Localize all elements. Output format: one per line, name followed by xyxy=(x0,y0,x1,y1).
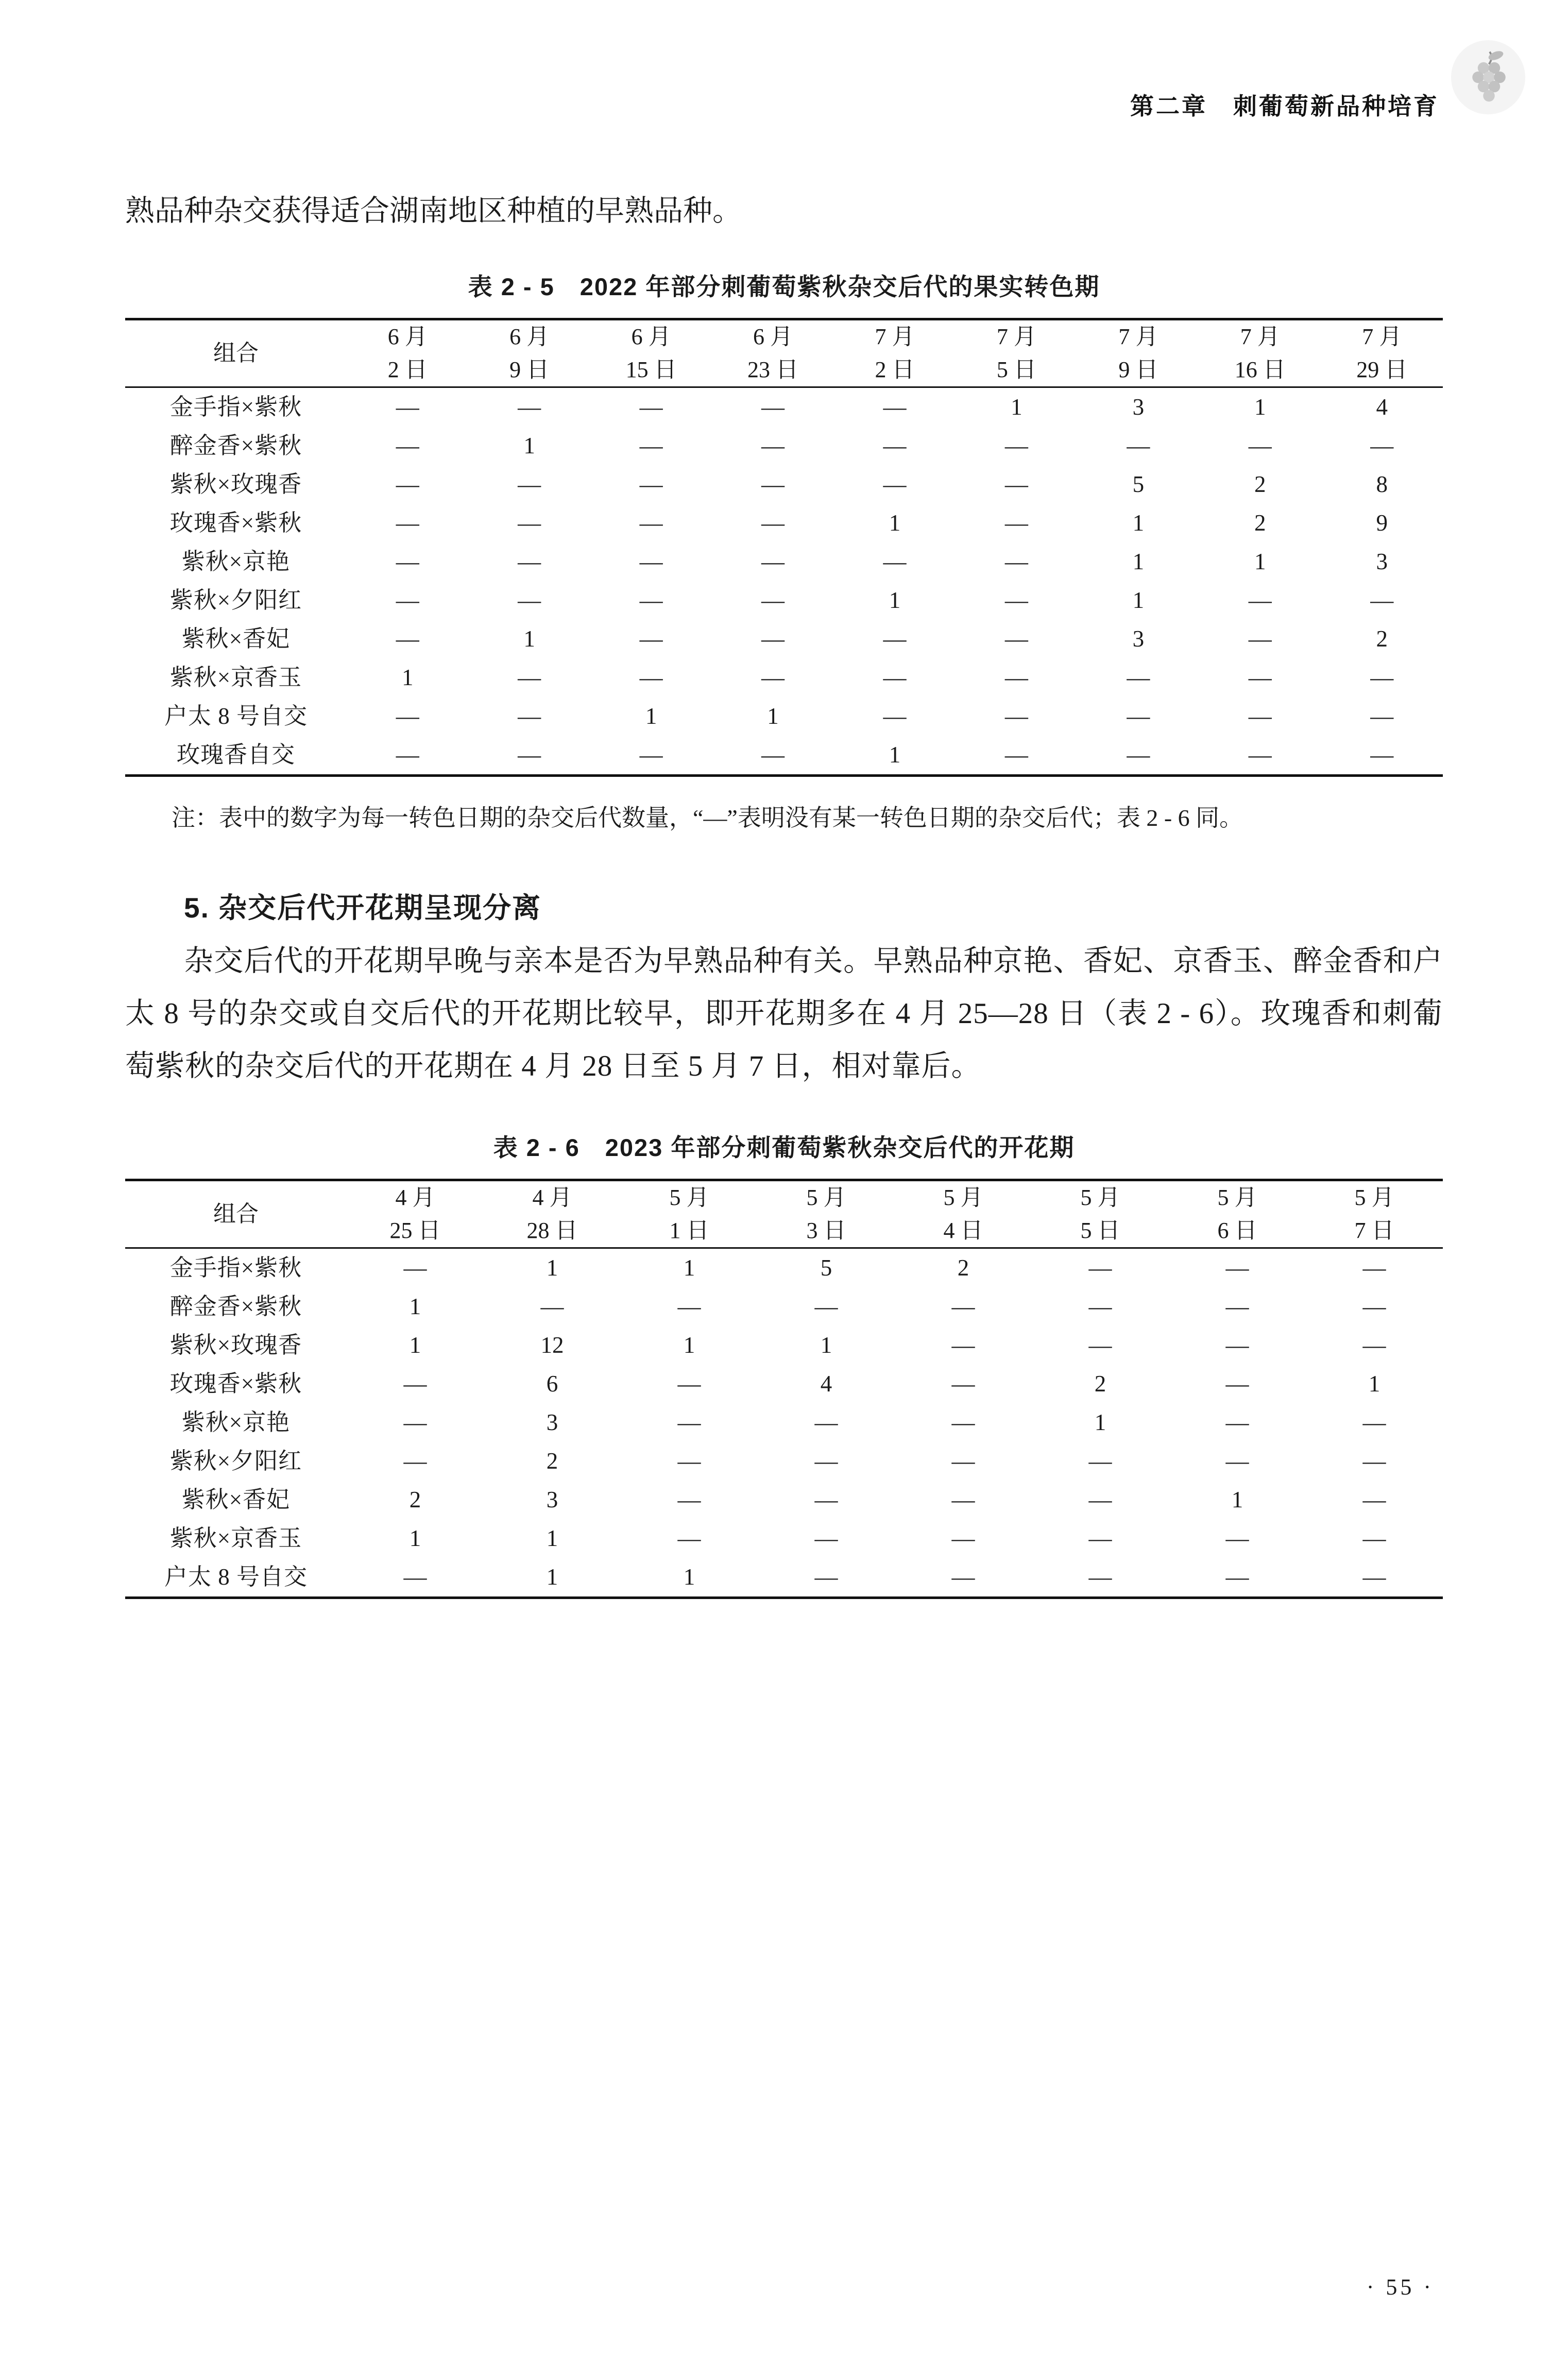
cell: — xyxy=(396,703,419,729)
table-25-note-text: 注：表中的数字为每一转色日期的杂交后代数量，“—”表明没有某一转色日期的杂交后代；表 2 - 6 同。 xyxy=(172,805,1243,831)
cell: 1 xyxy=(767,703,779,729)
cell: — xyxy=(1225,1409,1249,1435)
lead-paragraph: 熟品种杂交获得适合湖南地区种植的早熟品种。 xyxy=(125,195,742,227)
table-row xyxy=(125,1481,1443,1519)
cell: 1 xyxy=(546,1564,558,1590)
table-25-col-4: 7 月 2 日 xyxy=(875,324,915,382)
cell: 1 xyxy=(409,1294,421,1319)
cell: 3 xyxy=(1132,626,1145,652)
cell: — xyxy=(540,1294,564,1319)
cell: — xyxy=(761,665,785,690)
cell: 3 xyxy=(1376,549,1388,574)
table-26-col-1: 4 月 28 日 xyxy=(526,1185,578,1243)
cell: — xyxy=(1127,742,1150,768)
cell: 1 xyxy=(889,742,901,768)
cell: — xyxy=(1362,1564,1386,1590)
cell: — xyxy=(639,626,663,652)
cell: 1 xyxy=(1254,394,1266,420)
cell: — xyxy=(761,510,785,536)
page-content xyxy=(125,191,1443,1599)
table-row xyxy=(125,658,1443,697)
cell: — xyxy=(1362,1487,1386,1513)
cell: — xyxy=(396,587,419,613)
cell: 4 xyxy=(1376,394,1388,420)
cell: — xyxy=(883,665,907,690)
table-26-header-row xyxy=(125,1180,1443,1248)
cell: 9 xyxy=(1376,510,1388,536)
table-26-row-5-name: 紫秋×夕阳红 xyxy=(169,1448,302,1474)
table-26-col-5: 5 月 5 日 xyxy=(1080,1185,1120,1243)
cell: — xyxy=(761,587,785,613)
cell: — xyxy=(518,587,541,613)
cell: — xyxy=(403,1448,427,1474)
table-25-col-0: 6 月 2 日 xyxy=(387,324,428,382)
cell: 1 xyxy=(401,665,414,690)
cell: — xyxy=(1225,1525,1249,1551)
cell: — xyxy=(403,1371,427,1397)
table-26-col-6: 5 月 6 日 xyxy=(1217,1185,1257,1243)
cell: 1 xyxy=(546,1255,558,1281)
cell: 3 xyxy=(546,1487,558,1513)
cell: — xyxy=(1088,1255,1112,1281)
cell: 3 xyxy=(1132,394,1145,420)
table-row xyxy=(125,581,1443,620)
cell: — xyxy=(1370,742,1394,768)
table-25-col-2: 6 月 15 日 xyxy=(625,324,677,382)
cell: — xyxy=(1248,433,1272,458)
cell: — xyxy=(761,742,785,768)
table-row xyxy=(125,387,1443,427)
cell: 1 xyxy=(1132,549,1145,574)
cell: — xyxy=(1004,626,1028,652)
cell: — xyxy=(1248,665,1272,690)
cell: — xyxy=(518,665,541,690)
cell: 1 xyxy=(683,1332,695,1358)
cell: — xyxy=(518,471,541,497)
cell: — xyxy=(518,742,541,768)
cell: — xyxy=(518,703,541,729)
cell: — xyxy=(1225,1448,1249,1474)
table-25 xyxy=(125,318,1443,777)
table-25-col-7: 7 月 16 日 xyxy=(1234,324,1286,382)
cell: 1 xyxy=(1094,1409,1106,1435)
table-26 xyxy=(125,1179,1443,1599)
chapter-title: 第二章 刺葡萄新品种培育 xyxy=(1130,93,1439,120)
cell: 1 xyxy=(889,510,901,536)
table-26-row-3-name: 玫瑰香×紫秋 xyxy=(169,1371,302,1397)
table-26-col-2: 5 月 1 日 xyxy=(669,1185,709,1243)
cell: — xyxy=(639,549,663,574)
cell: — xyxy=(1248,742,1272,768)
cell: — xyxy=(1004,587,1028,613)
cell: 1 xyxy=(1254,549,1266,574)
table-row xyxy=(125,620,1443,658)
cell: — xyxy=(1370,587,1394,613)
cell: — xyxy=(883,703,907,729)
table-25-row-4-name: 紫秋×京艳 xyxy=(181,549,291,574)
cell: — xyxy=(951,1564,975,1590)
cell: — xyxy=(761,394,785,420)
cell: — xyxy=(761,549,785,574)
cell: 1 xyxy=(523,433,535,458)
cell: — xyxy=(1004,742,1028,768)
table-25-col-3: 6 月 23 日 xyxy=(747,324,799,382)
table-25-col-5: 7 月 5 日 xyxy=(996,324,1036,382)
table-25-note xyxy=(125,797,1443,839)
table-25-row-0-name: 金手指×紫秋 xyxy=(169,394,302,420)
cell: 1 xyxy=(1132,510,1145,536)
table-26-caption: 表 2 - 6 2023 年部分刺葡萄紫秋杂交后代的开花期 xyxy=(493,1134,1075,1161)
cell: — xyxy=(396,510,419,536)
cell: — xyxy=(1127,703,1150,729)
cell: 4 xyxy=(820,1371,832,1397)
cell: 1 xyxy=(1011,394,1022,420)
cell: — xyxy=(677,1371,701,1397)
cell: — xyxy=(1004,703,1028,729)
table-26-row-8-name: 户太 8 号自交 xyxy=(164,1564,308,1590)
cell: — xyxy=(1004,549,1028,574)
cell: — xyxy=(396,626,419,652)
cell: 1 xyxy=(683,1564,695,1590)
cell: — xyxy=(1248,626,1272,652)
cell: — xyxy=(883,549,907,574)
cell: 2 xyxy=(409,1487,421,1513)
cell: — xyxy=(403,1409,427,1435)
cell: — xyxy=(814,1487,838,1513)
cell: — xyxy=(396,742,419,768)
table-25-row-6-name: 紫秋×香妃 xyxy=(181,626,291,652)
cell: — xyxy=(1004,510,1028,536)
cell: — xyxy=(518,549,541,574)
cell: — xyxy=(883,394,907,420)
cell: 1 xyxy=(409,1332,421,1358)
cell: — xyxy=(883,471,907,497)
cell: 8 xyxy=(1376,471,1388,497)
table-row xyxy=(125,1365,1443,1403)
cell: — xyxy=(403,1255,427,1281)
cell: — xyxy=(396,433,419,458)
cell: — xyxy=(1248,587,1272,613)
cell: 1 xyxy=(546,1525,558,1551)
cell: 2 xyxy=(957,1255,969,1281)
cell: 1 xyxy=(1231,1487,1243,1513)
cell: 3 xyxy=(546,1409,558,1435)
cell: 1 xyxy=(683,1255,695,1281)
cell: — xyxy=(639,394,663,420)
cell: 5 xyxy=(1132,471,1145,497)
table-26-row-2-name: 紫秋×玫瑰香 xyxy=(169,1332,302,1358)
cell: 1 xyxy=(409,1525,421,1551)
cell: — xyxy=(1370,703,1394,729)
table-row xyxy=(125,697,1443,736)
table-26-row-1-name: 醉金香×紫秋 xyxy=(169,1294,302,1319)
table-25-row-header-label: 组合 xyxy=(213,341,259,366)
table-25-row-7-name: 紫秋×京香玉 xyxy=(169,665,302,690)
table-26-col-7: 5 月 7 日 xyxy=(1354,1185,1394,1243)
cell: 12 xyxy=(540,1332,564,1358)
table-25-header-row xyxy=(125,319,1443,387)
table-25-row-3-name: 玫瑰香×紫秋 xyxy=(169,510,302,536)
page-header xyxy=(1130,88,1439,122)
cell: — xyxy=(883,433,907,458)
cell: — xyxy=(639,587,663,613)
cell: — xyxy=(1088,1487,1112,1513)
table-25-row-8-name: 户太 8 号自交 xyxy=(164,703,308,729)
cell: — xyxy=(677,1409,701,1435)
grape-cluster-icon xyxy=(1450,39,1527,116)
cell: — xyxy=(639,471,663,497)
table-row xyxy=(125,427,1443,465)
cell: — xyxy=(951,1448,975,1474)
table-row xyxy=(125,1248,1443,1288)
table-row xyxy=(125,542,1443,581)
cell: — xyxy=(403,1564,427,1590)
table-row xyxy=(125,465,1443,504)
table-25-row-9-name: 玫瑰香自交 xyxy=(176,742,295,768)
cell: — xyxy=(1004,433,1028,458)
cell: — xyxy=(639,510,663,536)
cell: — xyxy=(1362,1255,1386,1281)
cell: — xyxy=(396,549,419,574)
cell: — xyxy=(1362,1409,1386,1435)
cell: 1 xyxy=(1132,587,1145,613)
table-25-row-1-name: 醉金香×紫秋 xyxy=(169,433,302,458)
cell: 1 xyxy=(523,626,535,652)
cell: — xyxy=(761,433,785,458)
cell: — xyxy=(639,742,663,768)
cell: 2 xyxy=(1376,626,1388,652)
cell: 2 xyxy=(546,1448,558,1474)
cell: — xyxy=(1004,665,1028,690)
cell: — xyxy=(1088,1332,1112,1358)
cell: — xyxy=(1088,1525,1112,1551)
table-25-row-5-name: 紫秋×夕阳红 xyxy=(169,587,302,613)
cell: — xyxy=(1370,433,1394,458)
cell: — xyxy=(1004,471,1028,497)
cell: — xyxy=(1088,1448,1112,1474)
cell: 1 xyxy=(1368,1371,1380,1397)
cell: 2 xyxy=(1254,510,1266,536)
cell: — xyxy=(1225,1564,1249,1590)
cell: — xyxy=(1362,1332,1386,1358)
cell: — xyxy=(1362,1294,1386,1319)
cell: — xyxy=(639,665,663,690)
cell: — xyxy=(761,471,785,497)
cell: — xyxy=(814,1409,838,1435)
cell: 2 xyxy=(1094,1371,1106,1397)
cell: — xyxy=(1362,1525,1386,1551)
cell: — xyxy=(1127,665,1150,690)
table-26-col-3: 5 月 3 日 xyxy=(806,1185,846,1243)
cell: 2 xyxy=(1254,471,1266,497)
table-row xyxy=(125,1403,1443,1442)
table-row xyxy=(125,1558,1443,1598)
cell: — xyxy=(518,510,541,536)
cell: — xyxy=(396,394,419,420)
cell: 6 xyxy=(546,1371,558,1397)
table-26-row-7-name: 紫秋×京香玉 xyxy=(169,1525,302,1551)
cell: — xyxy=(1362,1448,1386,1474)
cell: — xyxy=(761,626,785,652)
cell: — xyxy=(1370,665,1394,690)
cell: — xyxy=(639,433,663,458)
cell: — xyxy=(814,1294,838,1319)
cell: 1 xyxy=(889,587,901,613)
cell: — xyxy=(1225,1255,1249,1281)
cell: — xyxy=(677,1487,701,1513)
cell: — xyxy=(518,394,541,420)
table-25-col-1: 6 月 9 日 xyxy=(509,324,550,382)
cell: — xyxy=(951,1332,975,1358)
cell: — xyxy=(1088,1294,1112,1319)
table-25-col-6: 7 月 9 日 xyxy=(1118,324,1158,382)
page-number: · 55 · xyxy=(1366,2274,1434,2300)
cell: — xyxy=(951,1371,975,1397)
table-25-col-8: 7 月 29 日 xyxy=(1356,324,1408,382)
cell: — xyxy=(396,471,419,497)
table-row xyxy=(125,1519,1443,1558)
table-row xyxy=(125,504,1443,542)
cell: — xyxy=(677,1448,701,1474)
cell: — xyxy=(951,1409,975,1435)
body-paragraph-1: 杂交后代的开花期早晚与亲本是否为早熟品种有关。早熟品种京艳、香妃、京香玉、醉金香和户太 8 号的杂交或自交后代的开花期比较早，即开花期多在 4 月 25—28 日（表 2 - 6）。玫瑰香和刺葡萄紫秋的杂交后代的开花期在 4 月 28 日至 5 月 7 日，相对靠后。 xyxy=(125,945,1443,1082)
table-25-caption: 表 2 - 5 2022 年部分刺葡萄紫秋杂交后代的果实转色期 xyxy=(468,273,1100,300)
cell: — xyxy=(814,1564,838,1590)
cell: — xyxy=(814,1448,838,1474)
cell: — xyxy=(1225,1294,1249,1319)
cell: — xyxy=(677,1294,701,1319)
cell: — xyxy=(1088,1564,1112,1590)
cell: — xyxy=(814,1525,838,1551)
table-25-row-2-name: 紫秋×玫瑰香 xyxy=(169,471,302,497)
table-26-col-4: 5 月 4 日 xyxy=(943,1185,983,1243)
cell: 1 xyxy=(645,703,657,729)
table-26-row-header-label: 组合 xyxy=(213,1201,259,1227)
table-row xyxy=(125,736,1443,776)
table-26-row-6-name: 紫秋×香妃 xyxy=(181,1487,291,1513)
cell: 5 xyxy=(820,1255,832,1281)
table-26-col-0: 4 月 25 日 xyxy=(389,1185,441,1243)
table-row xyxy=(125,1442,1443,1481)
table-26-row-4-name: 紫秋×京艳 xyxy=(181,1409,291,1435)
cell: — xyxy=(1248,703,1272,729)
table-row xyxy=(125,1326,1443,1365)
cell: 1 xyxy=(820,1332,832,1358)
table-row xyxy=(125,1287,1443,1326)
cell: — xyxy=(883,626,907,652)
table-26-row-0-name: 金手指×紫秋 xyxy=(169,1255,302,1281)
cell: — xyxy=(1225,1332,1249,1358)
cell: — xyxy=(1127,433,1150,458)
cell: — xyxy=(677,1525,701,1551)
section-heading: 5. 杂交后代开花期呈现分离 xyxy=(184,892,542,924)
cell: — xyxy=(951,1487,975,1513)
cell: — xyxy=(951,1525,975,1551)
cell: — xyxy=(951,1294,975,1319)
cell: — xyxy=(1225,1371,1249,1397)
